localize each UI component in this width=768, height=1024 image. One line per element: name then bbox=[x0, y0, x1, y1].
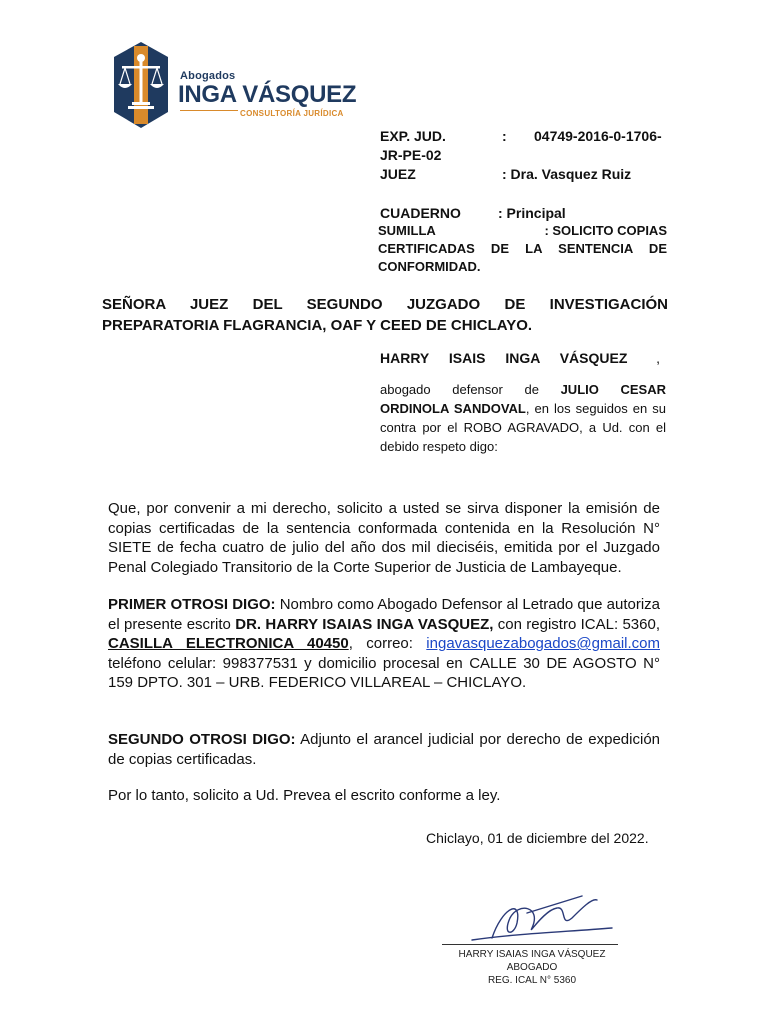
sumilla-block bbox=[378, 222, 667, 276]
segundo-otrosi-heading: SEGUNDO OTROSI DIGO: bbox=[108, 731, 296, 748]
addressee: SEÑORA JUEZ DEL SEGUNDO JUZGADO DE INVESTIGACIÓN PREPARATORIA FLAGRANCIA, OAF Y CEED DE CHICLAYO. bbox=[102, 296, 668, 334]
signer-name: HARRY ISAIAS INGA VÁSQUEZ bbox=[458, 949, 606, 960]
logo-tagline: CONSULTORÍA JURÍDICA bbox=[240, 109, 344, 118]
primer-otrosi-text-3: , correo: bbox=[348, 635, 427, 652]
lawyer-name: HARRY ISAIS INGA VÁSQUEZ bbox=[380, 350, 628, 366]
juez-label: JUEZ bbox=[380, 166, 416, 182]
closing-paragraph: Por lo tanto, solicito a Ud. Prevea el escrito conforme a ley. bbox=[108, 787, 501, 804]
firm-logo bbox=[110, 40, 357, 130]
sumilla-value: : SOLICITO COPIAS bbox=[544, 223, 667, 238]
case-header bbox=[380, 127, 670, 184]
signer-registration: REG. ICAL N° 5360 bbox=[487, 975, 577, 986]
scales-of-justice-icon bbox=[110, 40, 172, 130]
lawyer-name-line bbox=[380, 350, 660, 366]
casilla-electronica: CASILLA ELECTRONICA 40450 bbox=[108, 635, 349, 652]
primer-otrosi-text-4: teléfono celular: 998377531 y domicilio procesal en CALLE 30 DE AGOSTO N° 159 DPTO. 301 – URB. FEDERICO VILLAREAL – CHICLAYO. bbox=[108, 654, 660, 691]
sumilla-continued: CERTIFICADAS DE LA SENTENCIA DE CONFORMIDAD. bbox=[378, 241, 667, 274]
exp-value: 04749-2016-0-1706- bbox=[534, 128, 662, 144]
primer-otrosi-text-1: Nombro como Abogado Defensor al Letrado que autoriza el presente escrito bbox=[108, 596, 660, 633]
handwritten-signature bbox=[432, 888, 632, 948]
segundo-otrosi-text: Adjunto el arancel judicial por derecho de expedición de copias certificadas. bbox=[108, 731, 660, 768]
signature-line bbox=[442, 944, 618, 945]
signer-role: ABOGADO bbox=[506, 962, 558, 973]
intro-text-2: , en los seguidos en su contra por el ROBO AGRAVADO, a Ud. con el debido respeto digo: bbox=[380, 401, 666, 454]
exp-row bbox=[380, 127, 670, 146]
exp-separator: : bbox=[502, 128, 507, 144]
exp-value-continued: JR-PE-02 bbox=[380, 147, 442, 163]
place-date: Chiclayo, 01 de diciembre del 2022. bbox=[426, 830, 649, 846]
request-paragraph: Que, por convenir a mi derecho, solicito a usted se sirva disponer la emisión de copias certificadas de la sentencia conformada contenida en la Resolución N° SIETE de fecha cuatro de julio del año dos mil dieciséis, emitida por el Juzgado Penal Colegiado Transitorio de la Corte Superior de Justicia de Lambayeque. bbox=[108, 500, 660, 576]
sumilla-label: SUMILLA bbox=[378, 223, 436, 238]
attorney-name: DR. HARRY ISAIAS INGA VASQUEZ, bbox=[235, 615, 494, 633]
juez-value: : Dra. Vasquez Ruiz bbox=[502, 166, 632, 182]
lawyer-name-suffix: , bbox=[656, 350, 660, 366]
primer-otrosi-paragraph bbox=[108, 595, 660, 693]
primer-otrosi-text-2: con registro ICAL: 5360, bbox=[493, 615, 660, 633]
cuaderno-row bbox=[380, 204, 670, 223]
primer-otrosi-heading: PRIMER OTROSI DIGO: bbox=[108, 596, 276, 613]
email-link[interactable]: ingavasquezabogados@gmail.com bbox=[426, 635, 660, 652]
signature-block bbox=[432, 888, 632, 988]
cuaderno-label: CUADERNO bbox=[380, 205, 461, 221]
segundo-otrosi-paragraph bbox=[108, 730, 660, 769]
intro-paragraph bbox=[380, 380, 666, 456]
sumilla-row bbox=[378, 222, 667, 240]
logo-underline bbox=[180, 110, 238, 111]
juez-row bbox=[380, 165, 670, 184]
logo-small-text: Abogados bbox=[180, 70, 236, 82]
client-name: JULIO CESAR ORDINOLA SANDOVAL bbox=[380, 382, 667, 416]
logo-firm-name: INGA VÁSQUEZ bbox=[178, 81, 357, 108]
exp-label: EXP. JUD. bbox=[380, 128, 446, 144]
intro-text-1: abogado defensor de bbox=[380, 382, 561, 397]
cuaderno-value: : Principal bbox=[498, 205, 566, 221]
